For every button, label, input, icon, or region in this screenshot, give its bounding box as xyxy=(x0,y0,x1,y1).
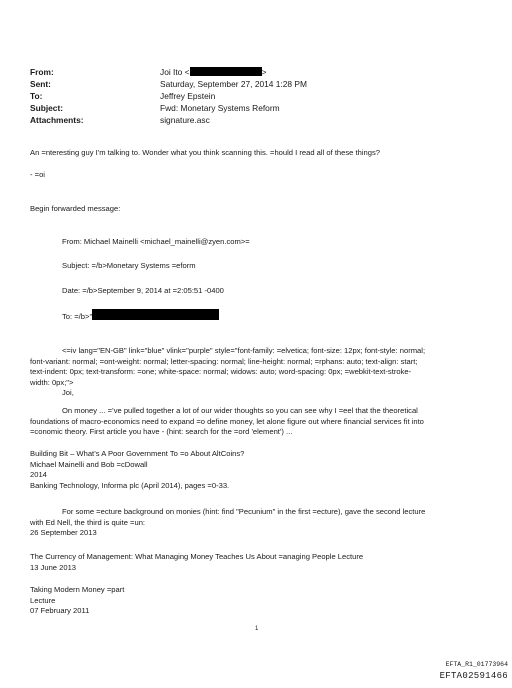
html-line: <=iv lang="EN-GB" link="blue" vlink="purple" style="font-family: =elvetica; font-size: 12px; font-style: normal; xyxy=(62,346,426,355)
paragraph-line: 26 September 2013 xyxy=(30,528,97,537)
lecture-type: Lecture xyxy=(30,595,56,605)
attachments-label: Attachments: xyxy=(30,115,84,125)
fwd-subject-line: Subject: =/b>Monetary Systems =eform xyxy=(62,261,196,270)
bates-number-small: EFTA_R1_01773964 xyxy=(445,661,508,668)
html-line: text-indent: 0px; text-transform: =one; white-space: normal; widows: auto; word-spacing: 0px; =webkit-text-stroke- xyxy=(30,367,412,376)
subject-value: Fwd: Monetary Systems Reform xyxy=(160,103,280,113)
bates-number-large: EFTA02591466 xyxy=(439,671,508,681)
greeting: Joi, xyxy=(62,388,74,397)
forwarded-heading: Begin forwarded message: xyxy=(30,204,121,213)
redaction-box xyxy=(92,309,219,320)
subject-label: Subject: xyxy=(30,103,64,113)
attachments-value: signature.asc xyxy=(160,115,210,125)
paragraph-line: =conomic theory. First article you have - (hint: search for the =ord 'element') ... xyxy=(30,427,293,436)
article-source: Banking Technology, Informa plc (April 2014), pages =0-33. xyxy=(30,480,230,490)
sent-label: Sent: xyxy=(30,79,51,89)
article-year: 2014 xyxy=(30,470,47,479)
paragraph-line: For some =ecture background on monies (hint: find "Pecunium" in the first =ecture), gave the second lecture xyxy=(62,507,426,516)
fwd-to-text: To: =/b>" xyxy=(62,312,93,321)
article-authors: Michael Mainelli and Bob =cDowall xyxy=(30,459,148,469)
lecture-title: The Currency of Management: What Managing Money Teaches Us About =anaging People Lecture xyxy=(30,552,364,561)
lecture-paragraph xyxy=(30,507,425,539)
taking-lecture xyxy=(30,585,124,617)
currency-lecture xyxy=(30,552,363,573)
fwd-to-line xyxy=(62,309,219,323)
to-label: To: xyxy=(30,91,43,101)
paragraph-line: with Ed Nell, the third is quite =un: xyxy=(30,517,146,527)
lecture-title: Taking Modern Money =part xyxy=(30,585,125,594)
sent-value: Saturday, September 27, 2014 1:28 PM xyxy=(160,79,307,89)
fwd-date-line: Date: =/b>September 9, 2014 at =2:05:51 -0400 xyxy=(62,286,224,295)
html-fragment xyxy=(30,346,425,399)
html-line: font-variant: normal; =ont-weight: normal; letter-spacing: normal; line-height: normal; =rphans: auto; text-align: start; xyxy=(30,356,418,366)
signoff-text: - =oi xyxy=(30,170,45,179)
to-value: Jeffrey Epstein xyxy=(160,91,216,101)
paragraph-line: On money ... =’ve pulled together a lot of our wider thoughts so you can see why I =eel that the theoretical xyxy=(62,406,418,415)
lecture-date: 07 February 2011 xyxy=(30,606,90,615)
lecture-date: 13 June 2013 xyxy=(30,562,77,572)
fwd-from-line: From: Michael Mainelli <michael_mainelli@zyen.com>= xyxy=(62,237,250,246)
from-label: From: xyxy=(30,67,54,77)
redaction-box xyxy=(190,67,262,76)
from-value-end: > xyxy=(261,67,267,77)
from-value: Joi Ito < xyxy=(160,67,190,77)
paragraph-line: foundations of macro-economics need to expand =o define money, let alone figure out where financial services fit into xyxy=(30,416,424,426)
article-title: Building Bit – What’s A Poor Government To =o About AltCoins? xyxy=(30,449,245,458)
intro-text: An =nteresting guy I'm talking to. Wonder what you think scanning this. =hould I read all of these things? xyxy=(30,148,380,157)
article-reference xyxy=(30,449,244,491)
html-line: width: 0px;"> xyxy=(30,377,74,387)
page-number: 1 xyxy=(255,626,259,632)
money-paragraph xyxy=(30,406,424,438)
